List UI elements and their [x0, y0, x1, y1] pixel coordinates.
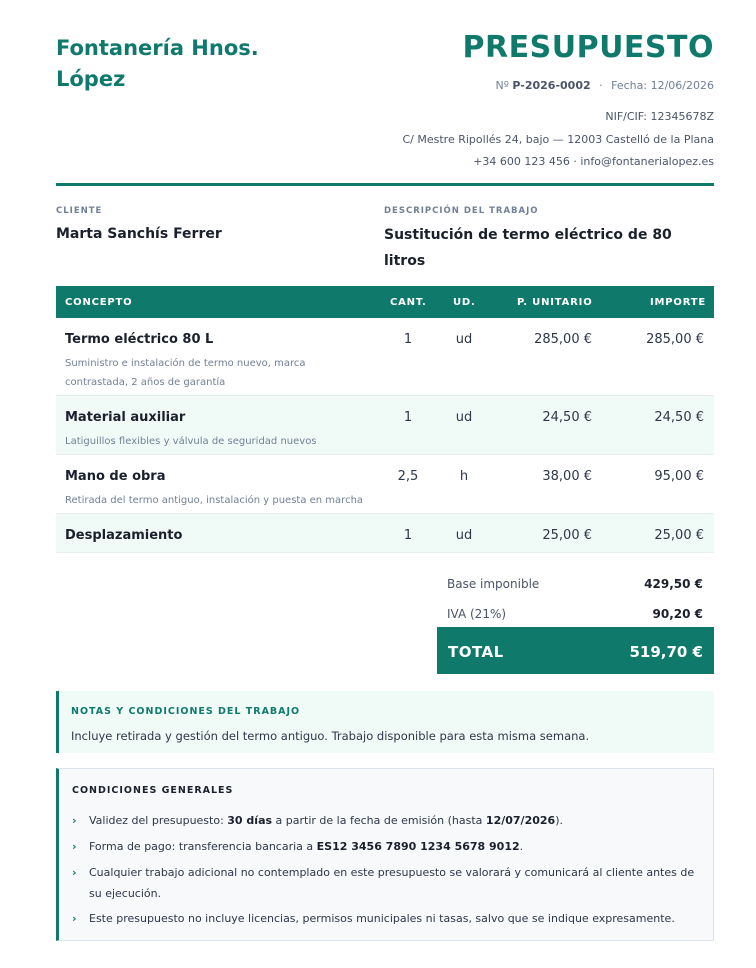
- date-label: Fecha:: [611, 79, 648, 92]
- header-divider: [56, 183, 714, 186]
- row-detail: Suministro e instalación de termo nuevo, marca contrastada, 2 años de garantía: [65, 358, 306, 388]
- vat-value: 90,20 €: [652, 607, 703, 621]
- validity-days: 30 días: [227, 814, 273, 827]
- row-unit: ud: [455, 528, 473, 543]
- number-prefix: Nº: [495, 79, 509, 92]
- row-amount: 25,00 €: [654, 528, 704, 543]
- condition-text: ).: [555, 814, 563, 827]
- table-header: [56, 286, 714, 318]
- issuer-nif: NIF/CIF: 12345678Z: [605, 110, 714, 123]
- notes-box: [56, 691, 714, 753]
- validity-date: 12/07/2026: [485, 814, 556, 827]
- company-name: [56, 33, 316, 95]
- table-row: [56, 318, 714, 396]
- conditions-box: [56, 768, 714, 941]
- condition-text: Este presupuesto no incluye licencias, permisos municipales ni tasas, salvo que se indique expresamente.: [89, 912, 675, 925]
- job-description: Sustitución de termo eléctrico de 80 litros: [384, 227, 672, 269]
- client-name: Marta Sanchís Ferrer: [56, 226, 222, 242]
- total-value: 519,70 €: [629, 643, 703, 661]
- row-qty: 2,5: [397, 469, 419, 484]
- condition-text: .: [519, 840, 524, 853]
- condition-item: [72, 862, 702, 904]
- chevron-right-icon: ›: [72, 840, 77, 853]
- condition-text: Cualquier trabajo adicional no contemplado en este presupuesto se valorará y comunicará al cliente antes de su ejecución.: [89, 866, 695, 900]
- condition-item: [72, 836, 702, 857]
- table-row: [56, 455, 714, 514]
- row-amount: 24,50 €: [654, 410, 704, 425]
- condition-text: a partir de la fecha de emisión (hasta: [272, 814, 486, 827]
- document-number: P-2026-0002: [512, 79, 591, 92]
- header-unit-price: P. UNITARIO: [517, 297, 593, 308]
- row-concept: Material auxiliar: [65, 410, 186, 425]
- header-unit: UD.: [453, 297, 476, 308]
- client-label: CLIENTE: [56, 206, 103, 216]
- vat-label: IVA (21%): [447, 607, 507, 621]
- condition-item: [72, 908, 702, 929]
- row-unit: ud: [455, 332, 473, 347]
- header-concept: CONCEPTO: [65, 297, 133, 308]
- condition-text: Validez del presupuesto:: [89, 814, 228, 827]
- row-concept: Desplazamiento: [65, 528, 183, 543]
- chevron-right-icon: ›: [72, 912, 77, 925]
- table-row: [56, 396, 714, 455]
- company-name-line2: López: [56, 67, 126, 91]
- row-unit-price: 285,00 €: [534, 332, 592, 347]
- row-qty: 1: [403, 528, 413, 543]
- row-concept: Termo eléctrico 80 L: [65, 332, 214, 347]
- row-unit-price: 25,00 €: [542, 528, 592, 543]
- document-date: 12/06/2026: [650, 79, 714, 92]
- header-qty: CANT.: [390, 297, 427, 308]
- notes-title: NOTAS Y CONDICIONES DEL TRABAJO: [71, 706, 301, 717]
- company-name-line1: Fontanería Hnos.: [56, 36, 259, 60]
- conditions-title: CONDICIONES GENERALES: [72, 785, 234, 796]
- row-detail: Retirada del termo antiguo, instalación y puesta en marcha: [65, 495, 364, 506]
- row-detail: Latiguillos flexibles y válvula de seguridad nuevos: [65, 436, 317, 447]
- document-meta: [495, 79, 714, 92]
- condition-item: [72, 810, 702, 831]
- row-amount: 285,00 €: [646, 332, 704, 347]
- issuer-contact: +34 600 123 456 · info@fontanerialopez.es: [473, 155, 714, 168]
- job-label: DESCRIPCIÓN DEL TRABAJO: [384, 206, 539, 216]
- condition-text: Forma de pago: transferencia bancaria a: [89, 840, 317, 853]
- chevron-right-icon: ›: [72, 866, 77, 879]
- table-row: [56, 514, 714, 553]
- row-unit: h: [459, 469, 469, 484]
- row-qty: 1: [403, 410, 413, 425]
- row-concept: Mano de obra: [65, 469, 166, 484]
- row-amount: 95,00 €: [654, 469, 704, 484]
- header-amount: IMPORTE: [650, 297, 707, 308]
- row-qty: 1: [403, 332, 413, 347]
- iban: ES12 3456 7890 1234 5678 9012: [316, 840, 520, 853]
- grand-total: [437, 627, 714, 674]
- row-unit-price: 38,00 €: [542, 469, 592, 484]
- issuer-address: C/ Mestre Ripollés 24, bajo — 12003 Castelló de la Plana: [402, 133, 714, 146]
- notes-body: Incluye retirada y gestión del termo antiguo. Trabajo disponible para esta misma semana.: [71, 729, 590, 743]
- base-value: 429,50 €: [644, 577, 703, 591]
- document-title: PRESUPUESTO: [462, 30, 714, 65]
- row-unit-price: 24,50 €: [542, 410, 592, 425]
- row-unit: ud: [455, 410, 473, 425]
- base-label: Base imponible: [447, 577, 540, 591]
- total-label: TOTAL: [448, 643, 504, 661]
- meta-separator: ·: [599, 79, 603, 92]
- chevron-right-icon: ›: [72, 814, 77, 827]
